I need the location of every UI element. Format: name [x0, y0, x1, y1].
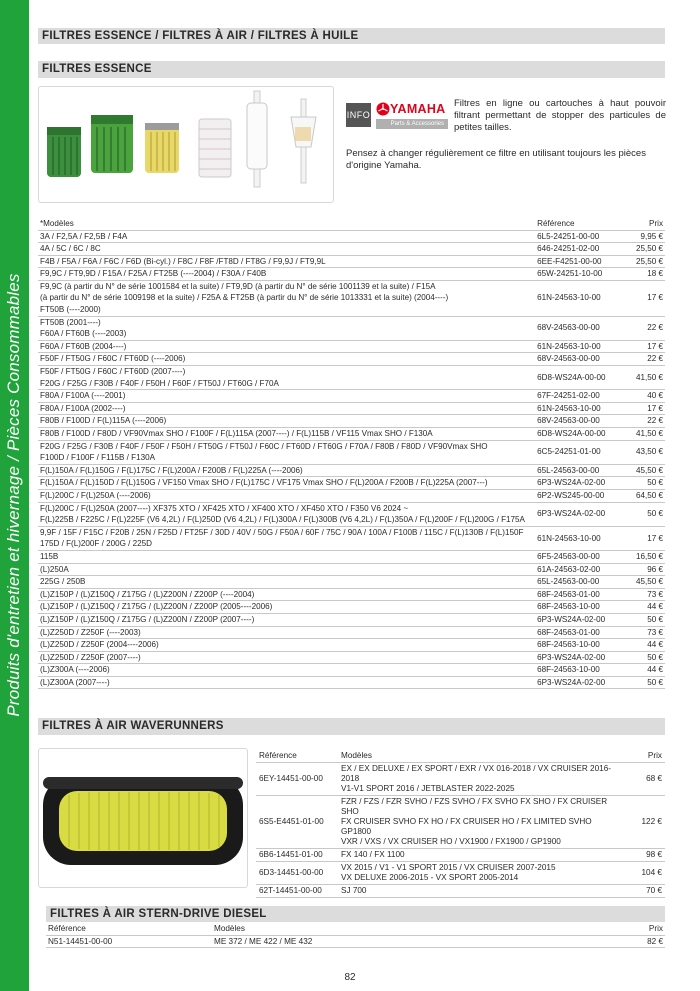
air-filter-image: [38, 748, 248, 888]
reference-cell: 6EY-14451-00-00: [256, 763, 338, 796]
reference-cell: 68F-24563-01-00: [535, 626, 616, 639]
model-line: VX 2015 / V1 - V1 SPORT 2015 / VX CRUISER 2007-2015: [341, 863, 556, 872]
model-cell: [338, 796, 625, 849]
model-cell: [38, 390, 535, 403]
model-cell: [38, 576, 535, 589]
model-cell: [38, 502, 535, 526]
reference-cell: 68V-24563-00-00: [535, 353, 616, 366]
reference-cell: 6F5-24563-00-00: [535, 550, 616, 563]
model-line: (L)Z300A (----2006): [40, 665, 110, 675]
model-cell: ME 372 / ME 422 / ME 432: [212, 935, 605, 947]
reference-cell: 61N-24563-10-00: [535, 402, 616, 415]
fuel-filter-table: [38, 218, 665, 689]
price-cell: 43,50 €: [616, 440, 665, 464]
model-line: (L)Z250D / Z250F (----2003): [40, 627, 141, 637]
price-cell: 73 €: [616, 626, 665, 639]
inline-filter-small-image: [291, 99, 316, 183]
model-cell: [338, 885, 625, 898]
brand-name: YAMAHA: [390, 102, 446, 116]
reference-cell: 6C5-24251-01-00: [535, 440, 616, 464]
reference-cell: 6B6-14451-01-00: [256, 849, 338, 862]
model-cell: [38, 676, 535, 689]
model-line: VX DELUXE 2006-2015 - VX SPORT 2005-2014: [341, 873, 519, 882]
model-line: F(L)150A / F(L)150G / F(L)175C / F(L)200A / F200B / F(L)225A (----2006): [40, 465, 303, 475]
model-cell: [38, 353, 535, 366]
model-line: F60A / FT60B (----2003): [40, 329, 127, 339]
model-cell: [38, 601, 535, 614]
table-row: [256, 885, 665, 898]
model-line: F20G / F25G / F30B / F40F / F50H / F60F / FT50J / FT60G / F70A: [40, 378, 279, 388]
reference-cell: 61A-24563-02-00: [535, 563, 616, 576]
tuning-fork-icon: [376, 102, 390, 116]
info-text-2: Pensez à changer régulièrement ce filtre en utilisant toujours les pièces d'origine Yamaha.: [346, 148, 646, 172]
table-row: [38, 613, 665, 626]
reference-cell: 61N-24563-10-00: [535, 340, 616, 353]
table-row: [38, 316, 665, 340]
reference-cell: 6P3-WS24A-02-00: [535, 502, 616, 526]
table-row: [38, 402, 665, 415]
reference-cell: 6D8-WS24A-00-00: [535, 428, 616, 441]
column-header-model: *Modèles: [38, 218, 535, 230]
table-row: [38, 440, 665, 464]
price-cell: 45,50 €: [616, 576, 665, 589]
price-cell: 104 €: [625, 862, 665, 885]
table-row: [38, 428, 665, 441]
model-cell: [38, 415, 535, 428]
model-line: FT50B (----2000): [40, 305, 101, 315]
model-line: 3A / F2,5A / F2,5B / F4A: [40, 231, 128, 241]
table-row: [38, 601, 665, 614]
model-cell: [38, 550, 535, 563]
price-cell: 22 €: [616, 316, 665, 340]
price-cell: 50 €: [616, 502, 665, 526]
sidebar: [0, 0, 29, 991]
model-line: FX CRUISER SVHO FX HO / FX CRUISER HO / FX LIMITED SVHO GP1800: [341, 817, 592, 836]
table-header-row: [38, 218, 665, 230]
yamaha-logo: [376, 100, 448, 130]
reference-cell: 6EE-F4251-00-00: [535, 255, 616, 268]
price-cell: 68 €: [625, 763, 665, 796]
table-row: [38, 340, 665, 353]
model-cell: [38, 255, 535, 268]
model-line: 115B: [40, 551, 59, 561]
model-line: (à partir du N° de série 1009198 et la suite) / F25A & FT25B (à partir du N° de série 1013331 et la suite) (2004----): [40, 293, 449, 303]
model-line: F20G / F25G / F30B / F40F / F50F / F50H / FT50G / FT50J / F60C / FT60D / FT60G / F70A / F80B / F80D / VF90Vmax SHO: [40, 441, 488, 451]
reference-cell: 6S5-E4451-01-00: [256, 796, 338, 849]
model-line: F80B / F100D / F(L)115A (----2006): [40, 416, 167, 426]
price-cell: 44 €: [616, 639, 665, 652]
price-cell: 64,50 €: [616, 489, 665, 502]
reference-cell: 6P3-WS24A-02-00: [535, 477, 616, 490]
model-line: (L)Z250D / Z250F (2004----2006): [40, 640, 159, 650]
column-header-reference: Référence: [535, 218, 616, 230]
table-row: [38, 664, 665, 677]
model-line: F(L)200C / F(L)250A (----2006): [40, 490, 151, 500]
model-line: F80A / F100A (2002----): [40, 403, 126, 413]
model-cell: [38, 243, 535, 256]
table-header-row: [46, 923, 665, 935]
inline-filter-tall-image: [247, 91, 267, 187]
reference-cell: 61N-24563-10-00: [535, 280, 616, 316]
column-header-price: Prix: [625, 750, 665, 763]
model-line: V1-V1 SPORT 2016 / JETBLASTER 2022-2025: [341, 784, 515, 793]
model-line: F50F / FT50G / F60C / FT60D (2007----): [40, 367, 186, 377]
price-cell: 44 €: [616, 664, 665, 677]
model-line: SJ 700: [341, 886, 367, 895]
price-cell: 25,50 €: [616, 243, 665, 256]
reference-cell: 6D3-14451-00-00: [256, 862, 338, 885]
model-line: (L)Z150P / (L)Z150Q / Z175G / (L)Z200N / Z200P (----2004): [40, 589, 255, 599]
model-line: F9,9C / FT9,9D / F15A / F25A / FT25B (----2004) / F30A / F40B: [40, 269, 267, 279]
price-cell: 9,95 €: [616, 230, 665, 243]
reference-cell: N51-14451-00-00: [46, 935, 212, 947]
brand-subtitle: Parts & Accessories: [376, 119, 448, 129]
model-line: F100D / F100F / F115B / F130A: [40, 453, 156, 463]
model-line: F80B / F100D / F80D / VF90Vmax SHO / F100F / F(L)115A (2007----) / F(L)115B / VF115 Vmax SHO / F130A: [40, 429, 433, 438]
table-row: [38, 268, 665, 281]
page-number: 82: [344, 972, 356, 983]
model-cell: [38, 563, 535, 576]
price-cell: 22 €: [616, 415, 665, 428]
model-line: FT50B (2001----): [40, 317, 101, 327]
model-cell: [38, 230, 535, 243]
model-line: (L)Z150P / (L)Z150Q / Z175G / (L)Z200N / Z200P (2005----2006): [40, 602, 273, 612]
model-line: 175D / F(L)200F / 200G / 225D: [40, 539, 153, 549]
reference-cell: 65L-24563-00-00: [535, 576, 616, 589]
model-line: 9,9F / 15F / F15C / F20B / 25N / F25D / FT25F / 30D / 40V / 50G / F50A / 60F / 75C / 90A / 100A / F100B / 115C / F(L)130B / F(L)150F: [40, 527, 524, 537]
model-line: F4B / F5A / F6A / F6C / F6D (Bi-cyl.) / F8C / F8F /FT8D / FT8G / F9,9J / FT9,9L: [40, 256, 326, 266]
price-cell: 41,50 €: [616, 366, 665, 390]
model-cell: [38, 268, 535, 281]
column-header-reference: Référence: [256, 750, 338, 763]
column-header-model: Modèles: [338, 750, 625, 763]
reference-cell: 646-24251-02-00: [535, 243, 616, 256]
model-line: F(L)225B / F225C / F(L)225F (V6 4,2L) / F(L)250D (V6 4,2L) / F(L)300A / F(L)300B (V6 4,2L) / F(L)350A / F(L)200F / F(L)200G / F175A: [40, 515, 525, 525]
column-header-model: Modèles: [212, 923, 605, 935]
reference-cell: 68F-24563-10-00: [535, 639, 616, 652]
table-row: [38, 489, 665, 502]
table-row: [38, 588, 665, 601]
sterndrive-filter-table: [46, 923, 665, 948]
model-line: (L)Z250D / Z250F (2007----): [40, 652, 141, 662]
price-cell: 17 €: [616, 526, 665, 550]
model-cell: [38, 639, 535, 652]
info-badge: INFO: [346, 103, 371, 127]
price-cell: 50 €: [616, 477, 665, 490]
model-cell: [38, 340, 535, 353]
reference-cell: 6P3-WS24A-02-00: [535, 613, 616, 626]
reference-cell: 61N-24563-10-00: [535, 526, 616, 550]
table-row: [38, 550, 665, 563]
price-cell: 22 €: [616, 353, 665, 366]
table-row: [256, 849, 665, 862]
price-cell: 50 €: [616, 676, 665, 689]
table-row: [38, 366, 665, 390]
model-cell: [38, 477, 535, 490]
table-row: [38, 563, 665, 576]
model-cell: [38, 664, 535, 677]
price-cell: 96 €: [616, 563, 665, 576]
price-cell: 41,50 €: [616, 428, 665, 441]
model-cell: [38, 428, 535, 441]
table-row: [38, 464, 665, 477]
table-row: [38, 576, 665, 589]
model-line: F80A / F100A (----2001): [40, 391, 126, 401]
model-cell: [38, 464, 535, 477]
price-cell: 50 €: [616, 613, 665, 626]
price-cell: 73 €: [616, 588, 665, 601]
price-cell: 82 €: [605, 935, 665, 947]
model-cell: [338, 849, 625, 862]
price-cell: 45,50 €: [616, 464, 665, 477]
price-cell: 40 €: [616, 390, 665, 403]
reference-cell: 68V-24563-00-00: [535, 415, 616, 428]
reference-cell: 6P3-WS24A-02-00: [535, 676, 616, 689]
column-header-price: Prix: [605, 923, 665, 935]
column-header-price: Prix: [616, 218, 665, 230]
table-row: [38, 390, 665, 403]
section-title-waverunners: FILTRES À AIR WAVERUNNERS: [38, 718, 665, 735]
price-cell: 50 €: [616, 651, 665, 664]
fuel-filters-image: [38, 86, 334, 203]
model-line: F50F / FT50G / F60C / FT60D (----2006): [40, 354, 186, 364]
price-cell: 18 €: [616, 268, 665, 281]
table-row: [38, 230, 665, 243]
model-line: (L)250A: [40, 564, 69, 574]
reference-cell: 6P2-WS245-00-00: [535, 489, 616, 502]
price-cell: 122 €: [625, 796, 665, 849]
yellow-filter-image: [145, 123, 179, 173]
model-cell: [38, 366, 535, 390]
table-row: [38, 526, 665, 550]
price-cell: 17 €: [616, 402, 665, 415]
model-line: F60A / FT60B (2004----): [40, 341, 127, 351]
price-cell: 17 €: [616, 280, 665, 316]
model-cell: [38, 440, 535, 464]
model-cell: [38, 626, 535, 639]
page-header: FILTRES ESSENCE / FILTRES À AIR / FILTRES À HUILE: [38, 28, 665, 44]
reference-cell: 6L5-24251-00-00: [535, 230, 616, 243]
green-filter-large-image: [91, 115, 133, 173]
model-line: F9,9C (à partir du N° de série 1001584 et la suite) / FT9,9D (à partir du N° de série 1001139 et la suite) / F15A: [40, 281, 436, 291]
reference-cell: 68F-24563-10-00: [535, 601, 616, 614]
section-title-sterndrive: FILTRES À AIR STERN-DRIVE DIESEL: [46, 906, 665, 922]
table-row: [38, 243, 665, 256]
model-line: F(L)150A / F(L)150D / F(L)150G / VF150 Vmax SHO / F(L)175C / VF175 Vmax SHO / F(L)200A / F200B / F(L)225A (2007---): [40, 478, 488, 488]
green-filter-small-image: [47, 127, 81, 177]
reference-cell: 65W-24251-10-00: [535, 268, 616, 281]
table-row: [38, 651, 665, 664]
table-row: [256, 763, 665, 796]
model-line: (L)Z150P / (L)Z150Q / Z175G / (L)Z200N / Z200P (2007----): [40, 614, 255, 624]
model-line: VXR / VXS / VX CRUISER HO / VX1900 / FX1900 / GP1900: [341, 837, 561, 846]
model-line: (L)Z300A (2007----): [40, 677, 110, 687]
model-line: 225G / 250B: [40, 577, 86, 587]
price-cell: 25,50 €: [616, 255, 665, 268]
table-row: [38, 502, 665, 526]
white-filter-image: [199, 119, 231, 177]
table-row: [38, 477, 665, 490]
reference-cell: 6D8-WS24A-00-00: [535, 366, 616, 390]
table-row: [256, 862, 665, 885]
price-cell: 16,50 €: [616, 550, 665, 563]
waverunner-filter-table: [256, 750, 665, 898]
model-cell: [338, 862, 625, 885]
table-row: [38, 415, 665, 428]
model-line: F(L)200C / F(L)250A (2007----) XF375 XTO / XF425 XTO / XF400 XTO / XF450 XTO / F350 V6 2024 ~: [40, 503, 409, 513]
reference-cell: 67F-24251-02-00: [535, 390, 616, 403]
table-row: [256, 796, 665, 849]
model-cell: [38, 280, 535, 316]
table-header-row: [256, 750, 665, 763]
model-line: 4A / 5C / 6C / 8C: [40, 244, 101, 254]
table-row: [38, 280, 665, 316]
reference-cell: 68F-24563-10-00: [535, 664, 616, 677]
price-cell: 98 €: [625, 849, 665, 862]
reference-cell: 62T-14451-00-00: [256, 885, 338, 898]
model-line: FZR / FZS / FZR SVHO / FZS SVHO / FX SVHO FX SHO / FX CRUISER SHO: [341, 797, 608, 816]
model-cell: [38, 651, 535, 664]
table-row: [38, 676, 665, 689]
table-row: [38, 639, 665, 652]
column-header-reference: Référence: [46, 923, 212, 935]
table-row: [46, 935, 665, 947]
section-title-fuel: FILTRES ESSENCE: [38, 61, 665, 78]
table-row: [38, 255, 665, 268]
reference-cell: 65L-24563-00-00: [535, 464, 616, 477]
table-row: [38, 353, 665, 366]
model-cell: [38, 588, 535, 601]
model-line: FX 140 / FX 1100: [341, 850, 405, 859]
model-cell: [38, 489, 535, 502]
price-cell: 44 €: [616, 601, 665, 614]
model-line: EX / EX DELUXE / EX SPORT / EXR / VX 016-2018 / VX CRUISER 2016-2018: [341, 764, 611, 783]
reference-cell: 68F-24563-01-00: [535, 588, 616, 601]
model-cell: [38, 526, 535, 550]
model-cell: [38, 316, 535, 340]
table-row: [38, 626, 665, 639]
model-cell: [38, 613, 535, 626]
reference-cell: 6P3-WS24A-02-00: [535, 651, 616, 664]
price-cell: 17 €: [616, 340, 665, 353]
sidebar-title: Produits d'entretien et hivernage / Pièces Consommables: [4, 273, 23, 717]
model-cell: [338, 763, 625, 796]
price-cell: 70 €: [625, 885, 665, 898]
info-text-1: Filtres en ligne ou cartouches à haut pouvoir filtrant permettant de stopper des particules de petites tailles.: [454, 98, 666, 134]
model-cell: [38, 402, 535, 415]
reference-cell: 68V-24563-00-00: [535, 316, 616, 340]
